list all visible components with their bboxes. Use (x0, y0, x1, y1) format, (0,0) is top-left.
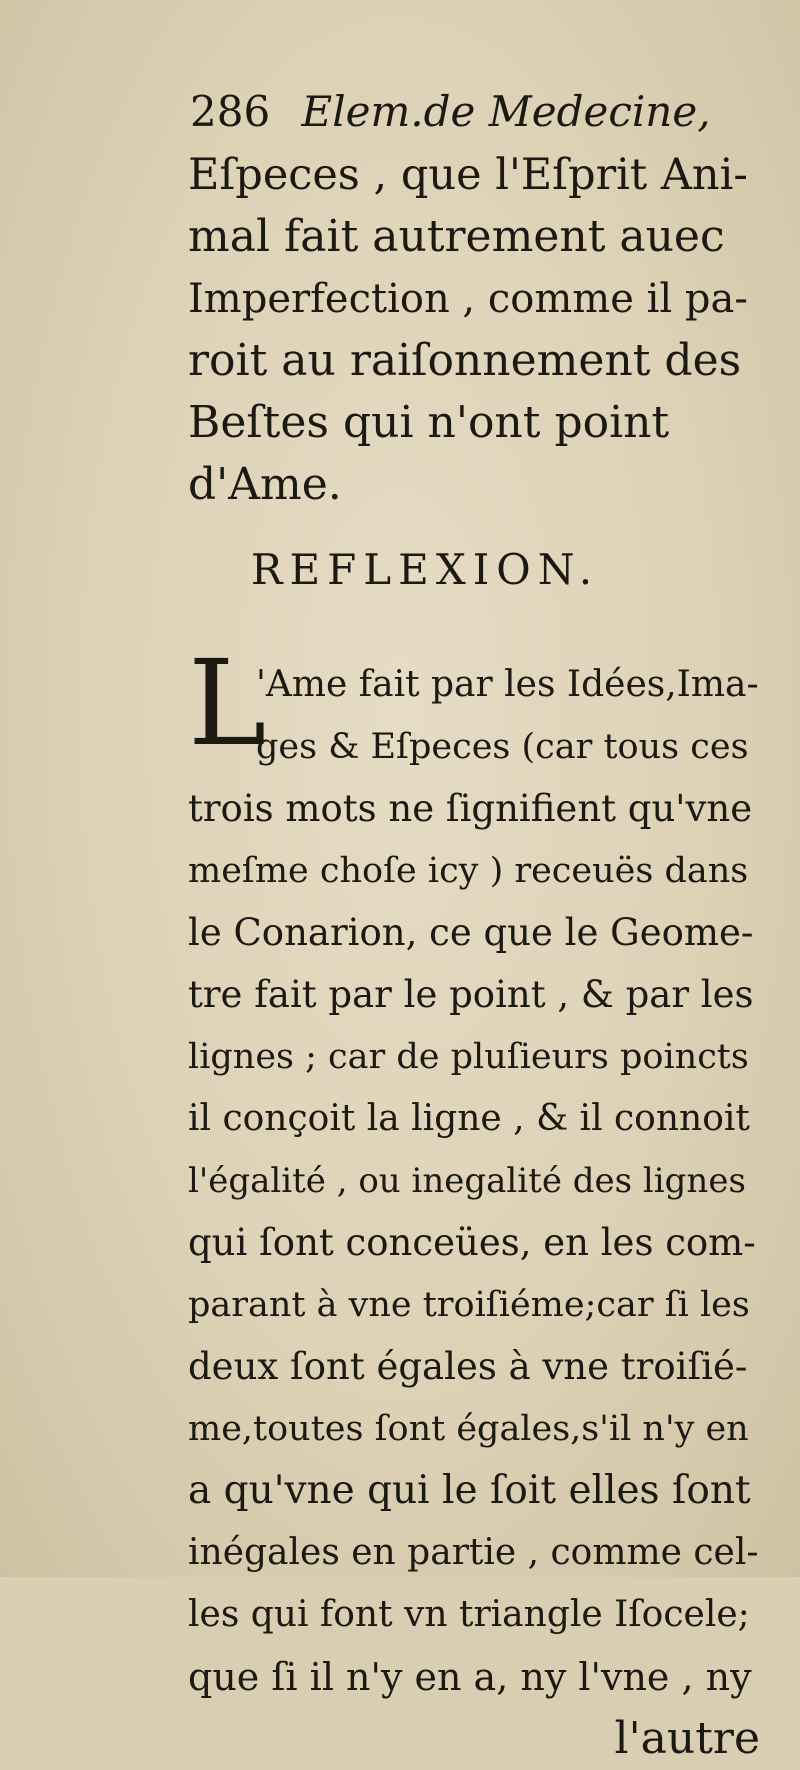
text-line: tre fait par le point , & par les (188, 973, 754, 1016)
text-line: inégales en partie , comme cel- (188, 1532, 759, 1573)
text-line: Beſtes qui n'ont point (188, 397, 670, 448)
text-line: me,toutes ſont égales,s'il n'y en (188, 1409, 749, 1449)
text-line: l'égalité , ou inegalité des lignes (188, 1161, 746, 1201)
text-line: Eſpeces , que l'Eſprit Ani- (188, 150, 748, 200)
text-line: 'Ame fait par les Idées,Ima- (256, 664, 759, 705)
text-line: que ſi il n'y en a, ny l'vne , ny (188, 1655, 752, 1699)
text-line: d'Ame. (188, 459, 342, 510)
text-line: qui ſont conceües, en les com- (188, 1221, 756, 1264)
text-line: ges & Eſpeces (car tous ces (256, 727, 749, 767)
text-line: parant à vne troiſiéme;car ſi les (188, 1285, 750, 1325)
text-line: il conçoit la ligne , & il connoit (188, 1098, 750, 1139)
text-line: Imperfection , comme il pa- (188, 276, 748, 322)
text-line: a qu'vne qui le ſoit elles ſont (188, 1468, 751, 1513)
text-line: le Conarion, ce que le Geome- (188, 911, 754, 954)
drop-cap: L (188, 634, 267, 772)
page-number: 286 (190, 87, 271, 136)
section-heading: REFLEXION. (250, 545, 600, 594)
catchword: l'autre (614, 1713, 760, 1764)
text-line: mal fait autrement auec (188, 211, 725, 262)
intro-paragraph (188, 144, 760, 516)
text-line: lignes ; car de pluſieurs poincts (188, 1037, 749, 1077)
text-line: trois mots ne ſignifient qu'vne (188, 787, 753, 830)
text-line: deux ſont égales à vne troiſié- (188, 1345, 748, 1388)
reflexion-paragraph (188, 654, 760, 1770)
text-line: les qui font vn triangle Iſocele; (188, 1594, 750, 1635)
text-line: meſme choſe icy ) receuës dans (188, 851, 749, 891)
text-line: roit au raiſonnement des (188, 335, 742, 386)
running-title: Elem.de Medecine, (301, 87, 711, 136)
running-header (190, 82, 711, 142)
